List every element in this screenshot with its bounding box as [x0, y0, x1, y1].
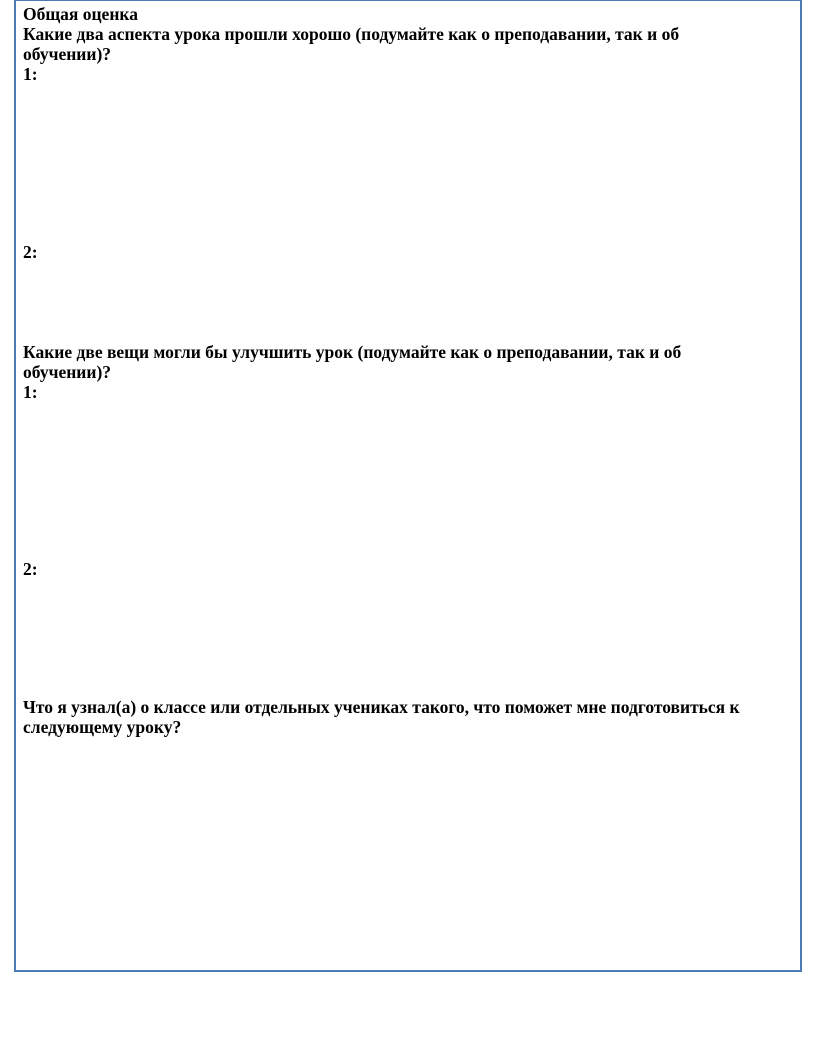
question-1-answer-2-label: 2:	[23, 242, 38, 262]
question-3-line-1: Что я узнал(а) о классе или отдельных учениках такого, что поможет мне подготовиться к	[23, 697, 740, 717]
question-3-line-2: следующему уроку?	[23, 717, 182, 737]
question-2-line-2: обучении)?	[23, 362, 112, 382]
question-1-line-1: Какие два аспекта урока прошли хорошо (подумайте как о преподавании, так и об	[23, 24, 680, 44]
question-2-line-1: Какие две вещи могли бы улучшить урок (подумайте как о преподавании, так и об	[23, 342, 682, 362]
question-2-answer-2-label: 2:	[23, 559, 38, 579]
question-1-line-2: обучении)?	[23, 44, 112, 64]
question-1-answer-1-label: 1:	[23, 64, 38, 84]
section-heading: Общая оценка	[23, 4, 138, 24]
form-frame	[14, 0, 802, 972]
question-2-answer-1-label: 1:	[23, 382, 38, 402]
